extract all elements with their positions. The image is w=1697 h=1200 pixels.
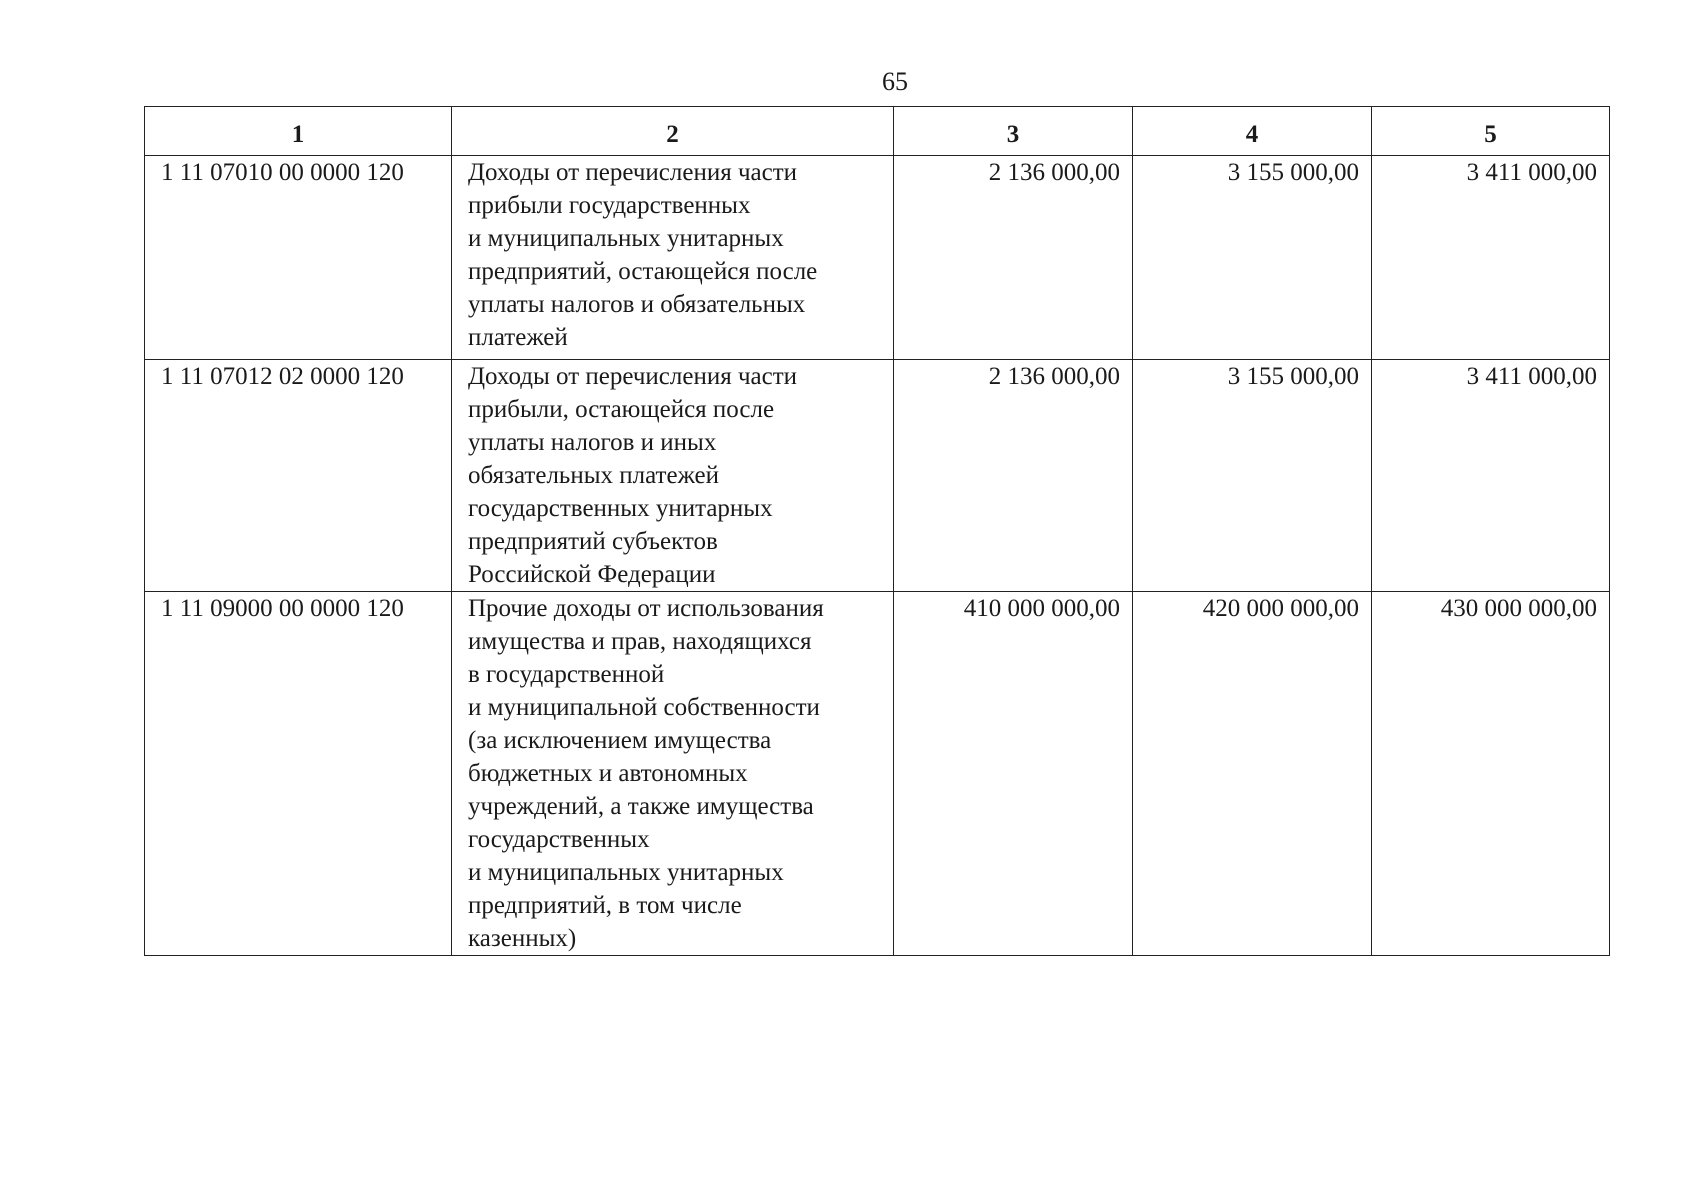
amount-col4-cell: 3 155 000,00 — [1133, 360, 1372, 592]
revenue-name-line: и муниципальных унитарных — [468, 225, 784, 252]
column-header-4: 4 — [1133, 107, 1372, 156]
revenue-name-cell — [452, 360, 894, 592]
budget-code-cell: 1 11 09000 00 0000 120 — [145, 592, 452, 956]
budget-code-cell: 1 11 07012 02 0000 120 — [145, 360, 452, 592]
revenue-name-cell — [452, 592, 894, 956]
revenue-name-line: Доходы от перечисления части — [468, 363, 798, 390]
revenue-name-line: Доходы от перечисления части — [468, 159, 798, 186]
revenue-name-line: Российской Федерации — [468, 561, 716, 588]
revenue-name-line: платежей — [468, 324, 568, 351]
column-header-2: 2 — [452, 107, 894, 156]
revenue-name-line: прибыли государственных — [468, 192, 751, 219]
revenue-name-line: предприятий, в том числе — [468, 892, 742, 919]
amount-col5-cell: 3 411 000,00 — [1372, 360, 1610, 592]
budget-code-cell: 1 11 07010 00 0000 120 — [145, 156, 452, 360]
revenue-name-line: предприятий субъектов — [468, 528, 718, 555]
amount-col3-cell: 2 136 000,00 — [894, 360, 1133, 592]
amount-col5-cell: 3 411 000,00 — [1372, 156, 1610, 360]
revenue-name-line: государственных унитарных — [468, 495, 773, 522]
table-row — [145, 592, 1610, 956]
amount-col5-cell: 430 000 000,00 — [1372, 592, 1610, 956]
revenue-name-line: и муниципальной собственности — [468, 694, 820, 721]
revenue-name-line: прибыли, остающейся после — [468, 396, 775, 423]
revenue-name-line: государственных — [468, 826, 650, 853]
revenue-name-line: Прочие доходы от использования — [468, 595, 824, 622]
revenue-name-line: уплаты налогов и иных — [468, 429, 717, 456]
revenue-name-line: обязательных платежей — [468, 462, 719, 489]
amount-col3-cell: 2 136 000,00 — [894, 156, 1133, 360]
table-row — [145, 156, 1610, 360]
column-header-5: 5 — [1372, 107, 1610, 156]
revenue-name-line: учреждений, а также имущества — [468, 793, 814, 820]
revenue-name-line: уплаты налогов и обязательных — [468, 291, 806, 318]
revenue-name-cell — [452, 156, 894, 360]
revenue-name-line: имущества и прав, находящихся — [468, 628, 812, 655]
table-row — [145, 360, 1610, 592]
table-header-row — [145, 107, 1610, 156]
revenue-name-line: казенных) — [468, 925, 577, 952]
amount-col3-cell: 410 000 000,00 — [894, 592, 1133, 956]
revenue-name-line: в государственной — [468, 661, 665, 688]
revenue-table — [144, 106, 1610, 956]
revenue-name-line: предприятий, остающейся после — [468, 258, 818, 285]
column-header-1: 1 — [145, 107, 452, 156]
amount-col4-cell: 3 155 000,00 — [1133, 156, 1372, 360]
amount-col4-cell: 420 000 000,00 — [1133, 592, 1372, 956]
revenue-name-line: (за исключением имущества — [468, 727, 772, 754]
page-number: 65 — [882, 67, 908, 96]
revenue-name-line: бюджетных и автономных — [468, 760, 748, 787]
column-header-3: 3 — [894, 107, 1133, 156]
revenue-name-line: и муниципальных унитарных — [468, 859, 784, 886]
